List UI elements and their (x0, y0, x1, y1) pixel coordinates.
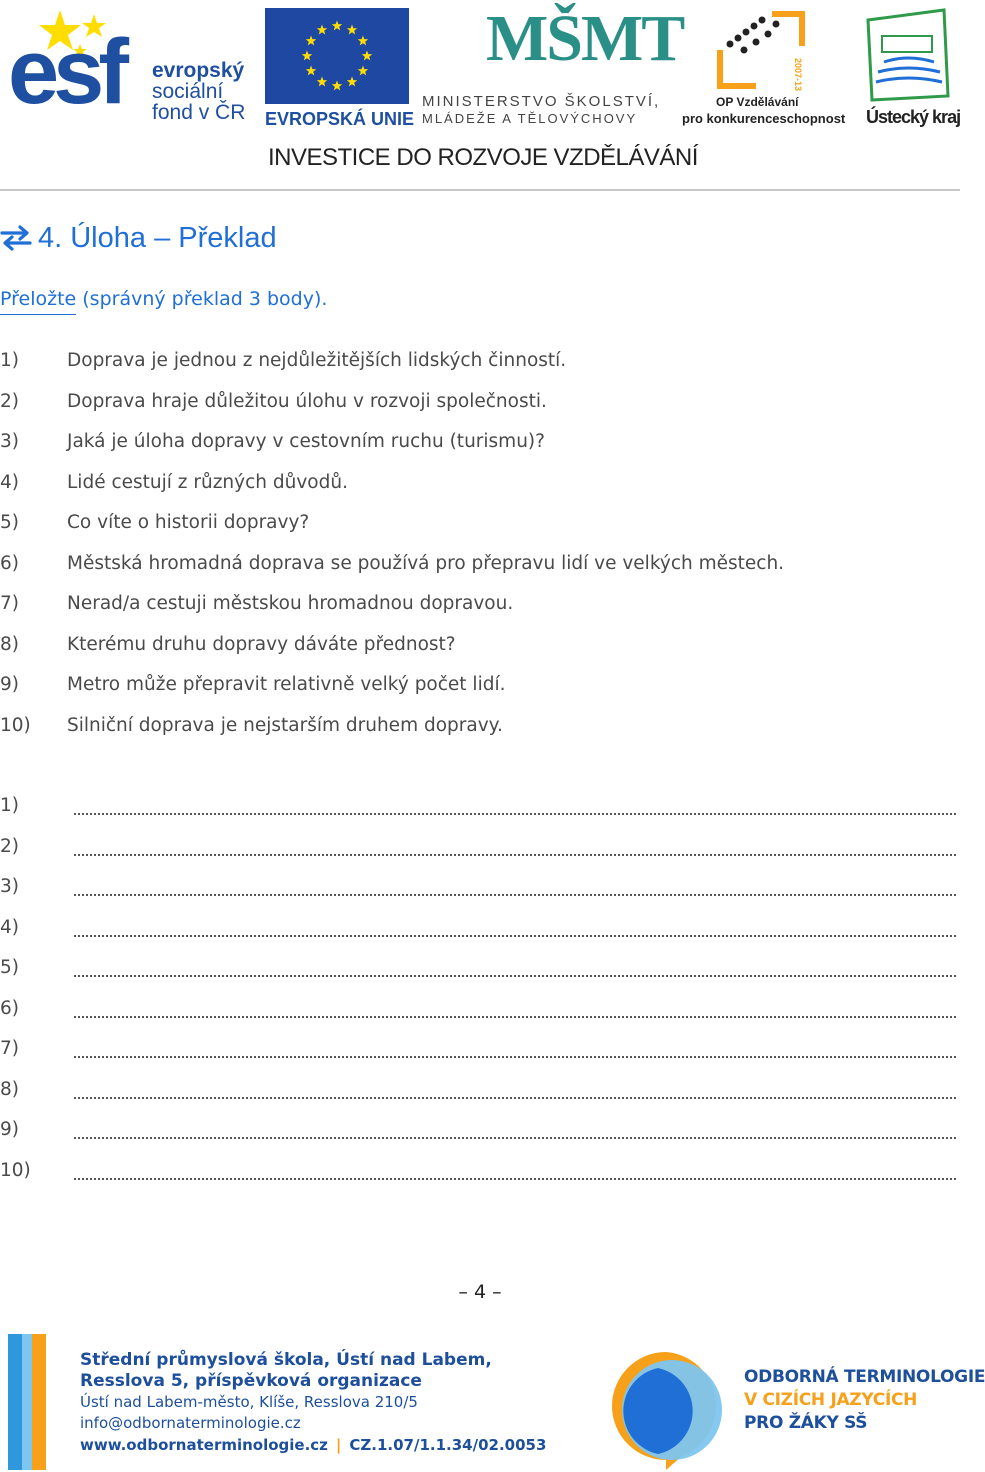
sentence-number: 8) (0, 633, 19, 655)
msmt-mark: MŠMT (486, 2, 684, 75)
eu-star (317, 25, 327, 35)
instruction-verb: Přeložte (0, 288, 76, 315)
sentence-number: 3) (0, 431, 19, 452)
sentence-number: 1) (0, 350, 19, 371)
eu-star (362, 51, 372, 61)
sentence-number: 7) (0, 593, 19, 614)
answer-blank[interactable] (74, 935, 956, 937)
project-code: CZ.1.07/1.1.34/02.0053 (349, 1436, 547, 1454)
esf-wordmark (152, 60, 245, 123)
school-web-link[interactable]: www.odbornaterminologie.cz (80, 1436, 328, 1454)
answer-blank[interactable] (74, 894, 956, 896)
investment-tagline: INVESTICE DO ROZVOJE VZDĚLÁVÁNÍ (268, 144, 698, 171)
eu-star (332, 21, 342, 31)
esf-mark: esf (8, 21, 123, 123)
project-line-2: V CIZÍCH JAZYCÍCH (744, 1390, 918, 1410)
answer-line (0, 1121, 956, 1141)
answer-line (0, 997, 956, 1020)
answer-number: 3) (0, 876, 19, 897)
sentence-text: Nerad/a cestuji městskou hromadnou dopravou. (67, 593, 514, 614)
answer-blank[interactable] (74, 854, 956, 856)
task-title-text: 4. Úloha – Překlad (38, 221, 277, 254)
op-line-2: pro konkurenceschopnost (682, 111, 846, 126)
eu-star (306, 36, 317, 46)
answer-blank[interactable] (74, 813, 956, 815)
eu-star (358, 36, 369, 46)
sentence-text: Kterému druhu dopravy dáváte přednost? (67, 633, 456, 655)
sentence-number: 5) (0, 512, 19, 533)
sentence-text: Silniční doprava je nejstarším druhem dopravy. (67, 714, 503, 736)
sentence-text: Co víte o historii dopravy? (67, 512, 310, 533)
op-logo (682, 6, 844, 130)
eu-star (347, 77, 357, 87)
msmt-line-1: MINISTERSTVO ŠKOLSTVÍ, (422, 93, 661, 110)
answer-number: 4) (0, 916, 19, 938)
speech-bubbles-icon (596, 1346, 728, 1472)
eu-star (317, 77, 327, 87)
msmt-line-2: MLÁDEŽE A TĚLOVÝCHOVY (422, 111, 638, 126)
answer-line (0, 878, 956, 898)
instruction-rest: (správný překlad 3 body). (76, 288, 328, 310)
esf-line-1: evropský (152, 59, 245, 82)
answer-blank[interactable] (74, 1178, 956, 1180)
eu-star (347, 25, 357, 35)
answer-number: 6) (0, 997, 19, 1019)
eu-star (306, 66, 317, 76)
school-address: Ústí nad Labem-město, Klíše, Resslova 210/5 (80, 1393, 418, 1411)
sentence-text: Doprava je jednou z nejdůležitějších lidských činností. (67, 350, 567, 371)
eu-logo (265, 8, 415, 129)
swap-arrows-icon (0, 226, 32, 250)
kraj-label: Ústecký kraj (866, 107, 961, 127)
answer-blank[interactable] (74, 1137, 956, 1139)
answer-number: 2) (0, 835, 19, 857)
school-name: Střední průmyslová škola, Ústí nad Labem, (80, 1350, 492, 1370)
school-web-row (80, 1434, 550, 1456)
footer-separator: | (335, 1436, 342, 1454)
eu-flag (265, 8, 409, 104)
school-email[interactable]: info@odbornaterminologie.cz (80, 1414, 301, 1432)
project-line-3: PRO ŽÁKY SŠ (744, 1413, 868, 1433)
header-divider (0, 189, 960, 191)
eu-stars-icon (265, 8, 409, 104)
answer-line (0, 959, 956, 979)
answer-line (0, 1040, 956, 1060)
answer-blank[interactable] (74, 1056, 956, 1058)
eu-star (358, 66, 369, 76)
sentence-number: 2) (0, 390, 19, 412)
answer-number: 7) (0, 1038, 19, 1059)
kraj-emblem-icon (862, 6, 954, 102)
sentence-text: Doprava hraje důležitou úlohu v rozvoji společnosti. (67, 390, 547, 412)
school-organization: Resslova 5, příspěvková organizace (80, 1371, 422, 1391)
answer-blank[interactable] (74, 1097, 956, 1099)
task-title (0, 220, 277, 256)
answer-blank[interactable] (74, 1016, 956, 1018)
task-instruction (0, 290, 327, 309)
answer-blank[interactable] (74, 975, 956, 977)
eu-star (332, 81, 342, 91)
sentence-number: 9) (0, 674, 19, 695)
answer-number: 5) (0, 957, 19, 978)
answer-line (0, 1078, 956, 1101)
answer-line (0, 1159, 956, 1182)
project-title (744, 1366, 985, 1435)
school-info (80, 1350, 550, 1456)
answer-number: 1) (0, 795, 19, 816)
sentence-number: 10) (0, 714, 31, 736)
sentence-text: Metro může přepravit relativně velký počet lidí. (67, 674, 506, 695)
esf-line-2: sociální (152, 80, 224, 103)
answer-number: 8) (0, 1078, 19, 1100)
op-line-1: OP Vzdělávání (716, 95, 799, 109)
page-number: – 4 – (458, 1281, 502, 1303)
op-year: 2007-13 (793, 58, 803, 92)
eu-star (302, 51, 312, 61)
answer-number: 10) (0, 1159, 31, 1181)
sentence-text: Lidé cestují z různých důvodů. (67, 471, 348, 493)
esf-line-3: fond v ČR (152, 101, 246, 124)
kraj-logo (860, 6, 961, 130)
sentence-number: 4) (0, 471, 19, 493)
eu-label: EVROPSKÁ UNIE (265, 109, 415, 129)
msmt-logo (422, 2, 684, 130)
footer-color-bar (8, 1334, 46, 1470)
sentence-text: Městská hromadná doprava se používá pro přepravu lidí ve velkých městech. (67, 552, 785, 574)
answer-line (0, 797, 956, 817)
answer-number: 9) (0, 1119, 19, 1140)
answer-line (0, 835, 956, 858)
sentence-text: Jaká je úloha dopravy v cestovním ruchu (turismu)? (67, 431, 545, 452)
answer-line (0, 916, 956, 939)
sentence-number: 6) (0, 552, 19, 574)
esf-logo (8, 8, 256, 128)
project-line-1: ODBORNÁ TERMINOLOGIE (744, 1367, 985, 1387)
